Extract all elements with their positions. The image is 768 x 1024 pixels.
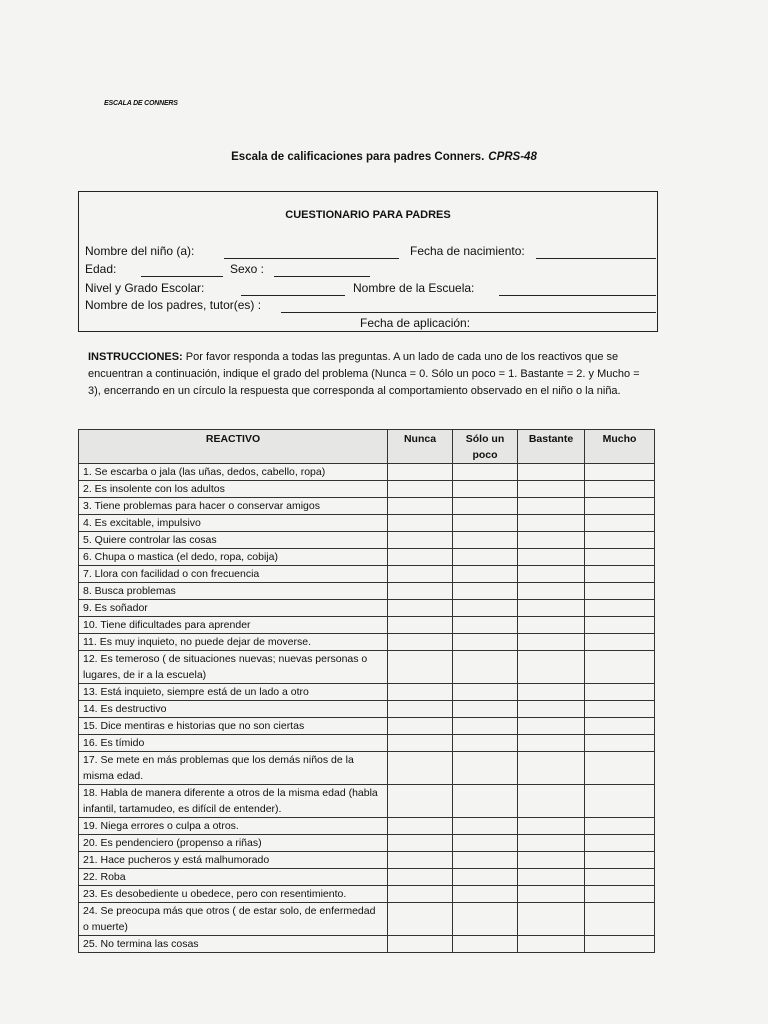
item-text: 25. No termina las cosas [79, 936, 388, 953]
answer-cell-mucho[interactable] [585, 481, 655, 498]
answer-cell-bastante[interactable] [518, 903, 585, 936]
answer-cell-solo-un-poco[interactable] [453, 600, 518, 617]
answer-cell-mucho[interactable] [585, 869, 655, 886]
answer-cell-solo-un-poco[interactable] [453, 936, 518, 953]
answer-cell-nunca[interactable] [388, 818, 453, 835]
table-row [79, 869, 655, 886]
answer-cell-bastante[interactable] [518, 818, 585, 835]
answer-cell-nunca[interactable] [388, 566, 453, 583]
answer-cell-mucho[interactable] [585, 498, 655, 515]
table-row [79, 852, 655, 869]
answer-cell-solo-un-poco[interactable] [453, 684, 518, 701]
document-title [0, 151, 768, 163]
child-name-line [224, 258, 399, 259]
parents-line [281, 312, 656, 313]
table-row [79, 498, 655, 515]
answer-cell-mucho[interactable] [585, 651, 655, 684]
answer-cell-nunca[interactable] [388, 886, 453, 903]
answer-cell-nunca[interactable] [388, 903, 453, 936]
sex-line [274, 276, 370, 277]
answer-cell-solo-un-poco[interactable] [453, 785, 518, 818]
answer-cell-bastante[interactable] [518, 735, 585, 752]
answer-cell-nunca[interactable] [388, 532, 453, 549]
answer-cell-solo-un-poco[interactable] [453, 735, 518, 752]
answer-cell-bastante[interactable] [518, 936, 585, 953]
item-text: 6. Chupa o mastica (el dedo, ropa, cobija) [79, 549, 388, 566]
answer-cell-bastante[interactable] [518, 785, 585, 818]
answer-cell-solo-un-poco[interactable] [453, 886, 518, 903]
item-text: 16. Es tímido [79, 735, 388, 752]
table-row [79, 617, 655, 634]
answer-cell-mucho[interactable] [585, 549, 655, 566]
answer-cell-mucho[interactable] [585, 835, 655, 852]
answer-cell-mucho[interactable] [585, 852, 655, 869]
answer-cell-nunca[interactable] [388, 701, 453, 718]
answer-cell-nunca[interactable] [388, 785, 453, 818]
answer-cell-solo-un-poco[interactable] [453, 634, 518, 651]
answer-cell-nunca[interactable] [388, 583, 453, 600]
answer-cell-bastante[interactable] [518, 701, 585, 718]
answer-cell-solo-un-poco[interactable] [453, 566, 518, 583]
answer-cell-solo-un-poco[interactable] [453, 752, 518, 785]
item-text: 19. Niega errores o culpa a otros. [79, 818, 388, 835]
answer-cell-mucho[interactable] [585, 583, 655, 600]
answer-cell-solo-un-poco[interactable] [453, 818, 518, 835]
answer-cell-bastante[interactable] [518, 532, 585, 549]
answer-cell-bastante[interactable] [518, 464, 585, 481]
answer-cell-mucho[interactable] [585, 617, 655, 634]
age-line [141, 276, 223, 277]
answer-cell-nunca[interactable] [388, 634, 453, 651]
answer-cell-solo-un-poco[interactable] [453, 481, 518, 498]
table-row [79, 684, 655, 701]
answer-cell-bastante[interactable] [518, 651, 585, 684]
answer-cell-mucho[interactable] [585, 600, 655, 617]
item-text: 21. Hace pucheros y está malhumorado [79, 852, 388, 869]
item-text: 13. Está inquieto, siempre está de un lado a otro [79, 684, 388, 701]
answer-cell-mucho[interactable] [585, 464, 655, 481]
answer-cell-nunca[interactable] [388, 835, 453, 852]
answer-cell-bastante[interactable] [518, 515, 585, 532]
table-row [79, 549, 655, 566]
answer-cell-solo-un-poco[interactable] [453, 515, 518, 532]
answer-cell-nunca[interactable] [388, 481, 453, 498]
answer-cell-mucho[interactable] [585, 886, 655, 903]
answer-cell-nunca[interactable] [388, 617, 453, 634]
table-row [79, 600, 655, 617]
age-label: Edad: [85, 262, 117, 276]
parents-label: Nombre de los padres, tutor(es) : [85, 298, 262, 312]
table-row [79, 818, 655, 835]
item-text: 7. Llora con facilidad o con frecuencia [79, 566, 388, 583]
answer-cell-solo-un-poco[interactable] [453, 852, 518, 869]
answer-cell-solo-un-poco[interactable] [453, 869, 518, 886]
item-text: 24. Se preocupa más que otros ( de estar solo, de enfermedad o muerte) [79, 903, 388, 936]
answer-cell-bastante[interactable] [518, 835, 585, 852]
item-text: 10. Tiene dificultades para aprender [79, 617, 388, 634]
table-row [79, 464, 655, 481]
answer-cell-mucho[interactable] [585, 735, 655, 752]
answer-cell-nunca[interactable] [388, 549, 453, 566]
answer-cell-bastante[interactable] [518, 718, 585, 735]
birth-date-line [536, 258, 656, 259]
answer-cell-nunca[interactable] [388, 936, 453, 953]
answer-cell-solo-un-poco[interactable] [453, 651, 518, 684]
table-row [79, 835, 655, 852]
item-text: 14. Es destructivo [79, 701, 388, 718]
answer-cell-nunca[interactable] [388, 515, 453, 532]
answer-cell-mucho[interactable] [585, 701, 655, 718]
answer-cell-bastante[interactable] [518, 498, 585, 515]
header-bastante: Bastante [518, 430, 585, 464]
item-text: 17. Se mete en más problemas que los demás niños de la misma edad. [79, 752, 388, 785]
questionnaire-table [78, 429, 655, 953]
school-label: Nombre de la Escuela: [353, 281, 475, 295]
answer-cell-mucho[interactable] [585, 936, 655, 953]
item-text: 18. Habla de manera diferente a otros de la misma edad (habla infantil, tartamudeo, es difícil de entender). [79, 785, 388, 818]
answer-cell-solo-un-poco[interactable] [453, 498, 518, 515]
answer-cell-mucho[interactable] [585, 818, 655, 835]
answer-cell-solo-un-poco[interactable] [453, 549, 518, 566]
table-row [79, 886, 655, 903]
answer-cell-bastante[interactable] [518, 869, 585, 886]
header-solo-un-poco: Sólo un poco [453, 430, 518, 464]
table-row [79, 515, 655, 532]
table-row [79, 481, 655, 498]
parent-info-box [78, 191, 658, 332]
answer-cell-mucho[interactable] [585, 532, 655, 549]
header-nunca: Nunca [388, 430, 453, 464]
answer-cell-solo-un-poco[interactable] [453, 701, 518, 718]
answer-cell-solo-un-poco[interactable] [453, 583, 518, 600]
item-text: 4. Es excitable, impulsivo [79, 515, 388, 532]
instructions-lead: INSTRUCCIONES: [88, 351, 183, 363]
item-text: 23. Es desobediente u obedece, pero con resentimiento. [79, 886, 388, 903]
answer-cell-nunca[interactable] [388, 869, 453, 886]
answer-cell-bastante[interactable] [518, 600, 585, 617]
answer-cell-mucho[interactable] [585, 634, 655, 651]
item-text: 22. Roba [79, 869, 388, 886]
answer-cell-nunca[interactable] [388, 735, 453, 752]
sex-label: Sexo : [230, 262, 265, 276]
answer-cell-bastante[interactable] [518, 886, 585, 903]
answer-cell-mucho[interactable] [585, 718, 655, 735]
answer-cell-mucho[interactable] [585, 903, 655, 936]
table-row [79, 583, 655, 600]
item-text: 5. Quiere controlar las cosas [79, 532, 388, 549]
answer-cell-nunca[interactable] [388, 600, 453, 617]
answer-cell-nunca[interactable] [388, 684, 453, 701]
answer-cell-solo-un-poco[interactable] [453, 464, 518, 481]
answer-cell-bastante[interactable] [518, 549, 585, 566]
child-name-label: Nombre del niño (a): [85, 244, 195, 258]
answer-cell-bastante[interactable] [518, 583, 585, 600]
answer-cell-nunca[interactable] [388, 752, 453, 785]
answer-cell-mucho[interactable] [585, 566, 655, 583]
answer-cell-nunca[interactable] [388, 464, 453, 481]
instructions-text: Por favor responda a todas las preguntas. A un lado de cada uno de los reactivos que se encuentran a continuación, indique el grado del problema (Nunca = 0. Sólo un poco = 1. Bastante = 2. y Mucho = 3), encerrando en un círculo la respuesta que corresponda al comportamiento observado en el niño o la niña. [88, 351, 640, 397]
item-text: 2. Es insolente con los adultos [79, 481, 388, 498]
answer-cell-mucho[interactable] [585, 515, 655, 532]
item-text: 1. Se escarba o jala (las uñas, dedos, cabello, ropa) [79, 464, 388, 481]
answer-cell-bastante[interactable] [518, 617, 585, 634]
header-mucho: Mucho [585, 430, 655, 464]
answer-cell-nunca[interactable] [388, 498, 453, 515]
answer-cell-solo-un-poco[interactable] [453, 835, 518, 852]
table-row [79, 936, 655, 953]
questionnaire-title: CUESTIONARIO PARA PADRES [285, 209, 451, 221]
answer-cell-bastante[interactable] [518, 684, 585, 701]
answer-cell-bastante[interactable] [518, 481, 585, 498]
instructions [88, 349, 648, 400]
table-row [79, 735, 655, 752]
table-row [79, 566, 655, 583]
answer-cell-nunca[interactable] [388, 651, 453, 684]
answer-cell-bastante[interactable] [518, 634, 585, 651]
answer-cell-nunca[interactable] [388, 852, 453, 869]
answer-cell-solo-un-poco[interactable] [453, 718, 518, 735]
answer-cell-mucho[interactable] [585, 684, 655, 701]
grade-label: Nivel y Grado Escolar: [85, 281, 205, 295]
answer-cell-mucho[interactable] [585, 785, 655, 818]
table-row [79, 903, 655, 936]
answer-cell-nunca[interactable] [388, 718, 453, 735]
item-text: 12. Es temeroso ( de situaciones nuevas; nuevas personas o lugares, de ir a la escuela) [79, 651, 388, 684]
document-title-code: CPRS-48 [488, 151, 537, 163]
school-line [499, 295, 656, 296]
item-text: 8. Busca problemas [79, 583, 388, 600]
item-text: 11. Es muy inquieto, no puede dejar de moverse. [79, 634, 388, 651]
table-row [79, 651, 655, 684]
table-row [79, 785, 655, 818]
table-header-row [79, 430, 655, 464]
grade-line [241, 295, 345, 296]
header-reactivo: REACTIVO [79, 430, 388, 464]
item-text: 3. Tiene problemas para hacer o conservar amigos [79, 498, 388, 515]
answer-cell-mucho[interactable] [585, 752, 655, 785]
table-row [79, 532, 655, 549]
item-text: 9. Es soñador [79, 600, 388, 617]
answer-cell-bastante[interactable] [518, 566, 585, 583]
item-text: 20. Es pendenciero (propenso a riñas) [79, 835, 388, 852]
answer-cell-solo-un-poco[interactable] [453, 532, 518, 549]
answer-cell-bastante[interactable] [518, 852, 585, 869]
document-title-text: Escala de calificaciones para padres Conners. [231, 151, 485, 163]
table-row [79, 701, 655, 718]
answer-cell-solo-un-poco[interactable] [453, 903, 518, 936]
answer-cell-bastante[interactable] [518, 752, 585, 785]
item-text: 15. Dice mentiras e historias que no son ciertas [79, 718, 388, 735]
application-date-label: Fecha de aplicación: [360, 316, 471, 330]
table-row [79, 752, 655, 785]
table-row [79, 634, 655, 651]
birth-date-label: Fecha de nacimiento: [410, 244, 525, 258]
table-row [79, 718, 655, 735]
answer-cell-solo-un-poco[interactable] [453, 617, 518, 634]
header-tag: ESCALA DE CONNERS [104, 100, 178, 107]
